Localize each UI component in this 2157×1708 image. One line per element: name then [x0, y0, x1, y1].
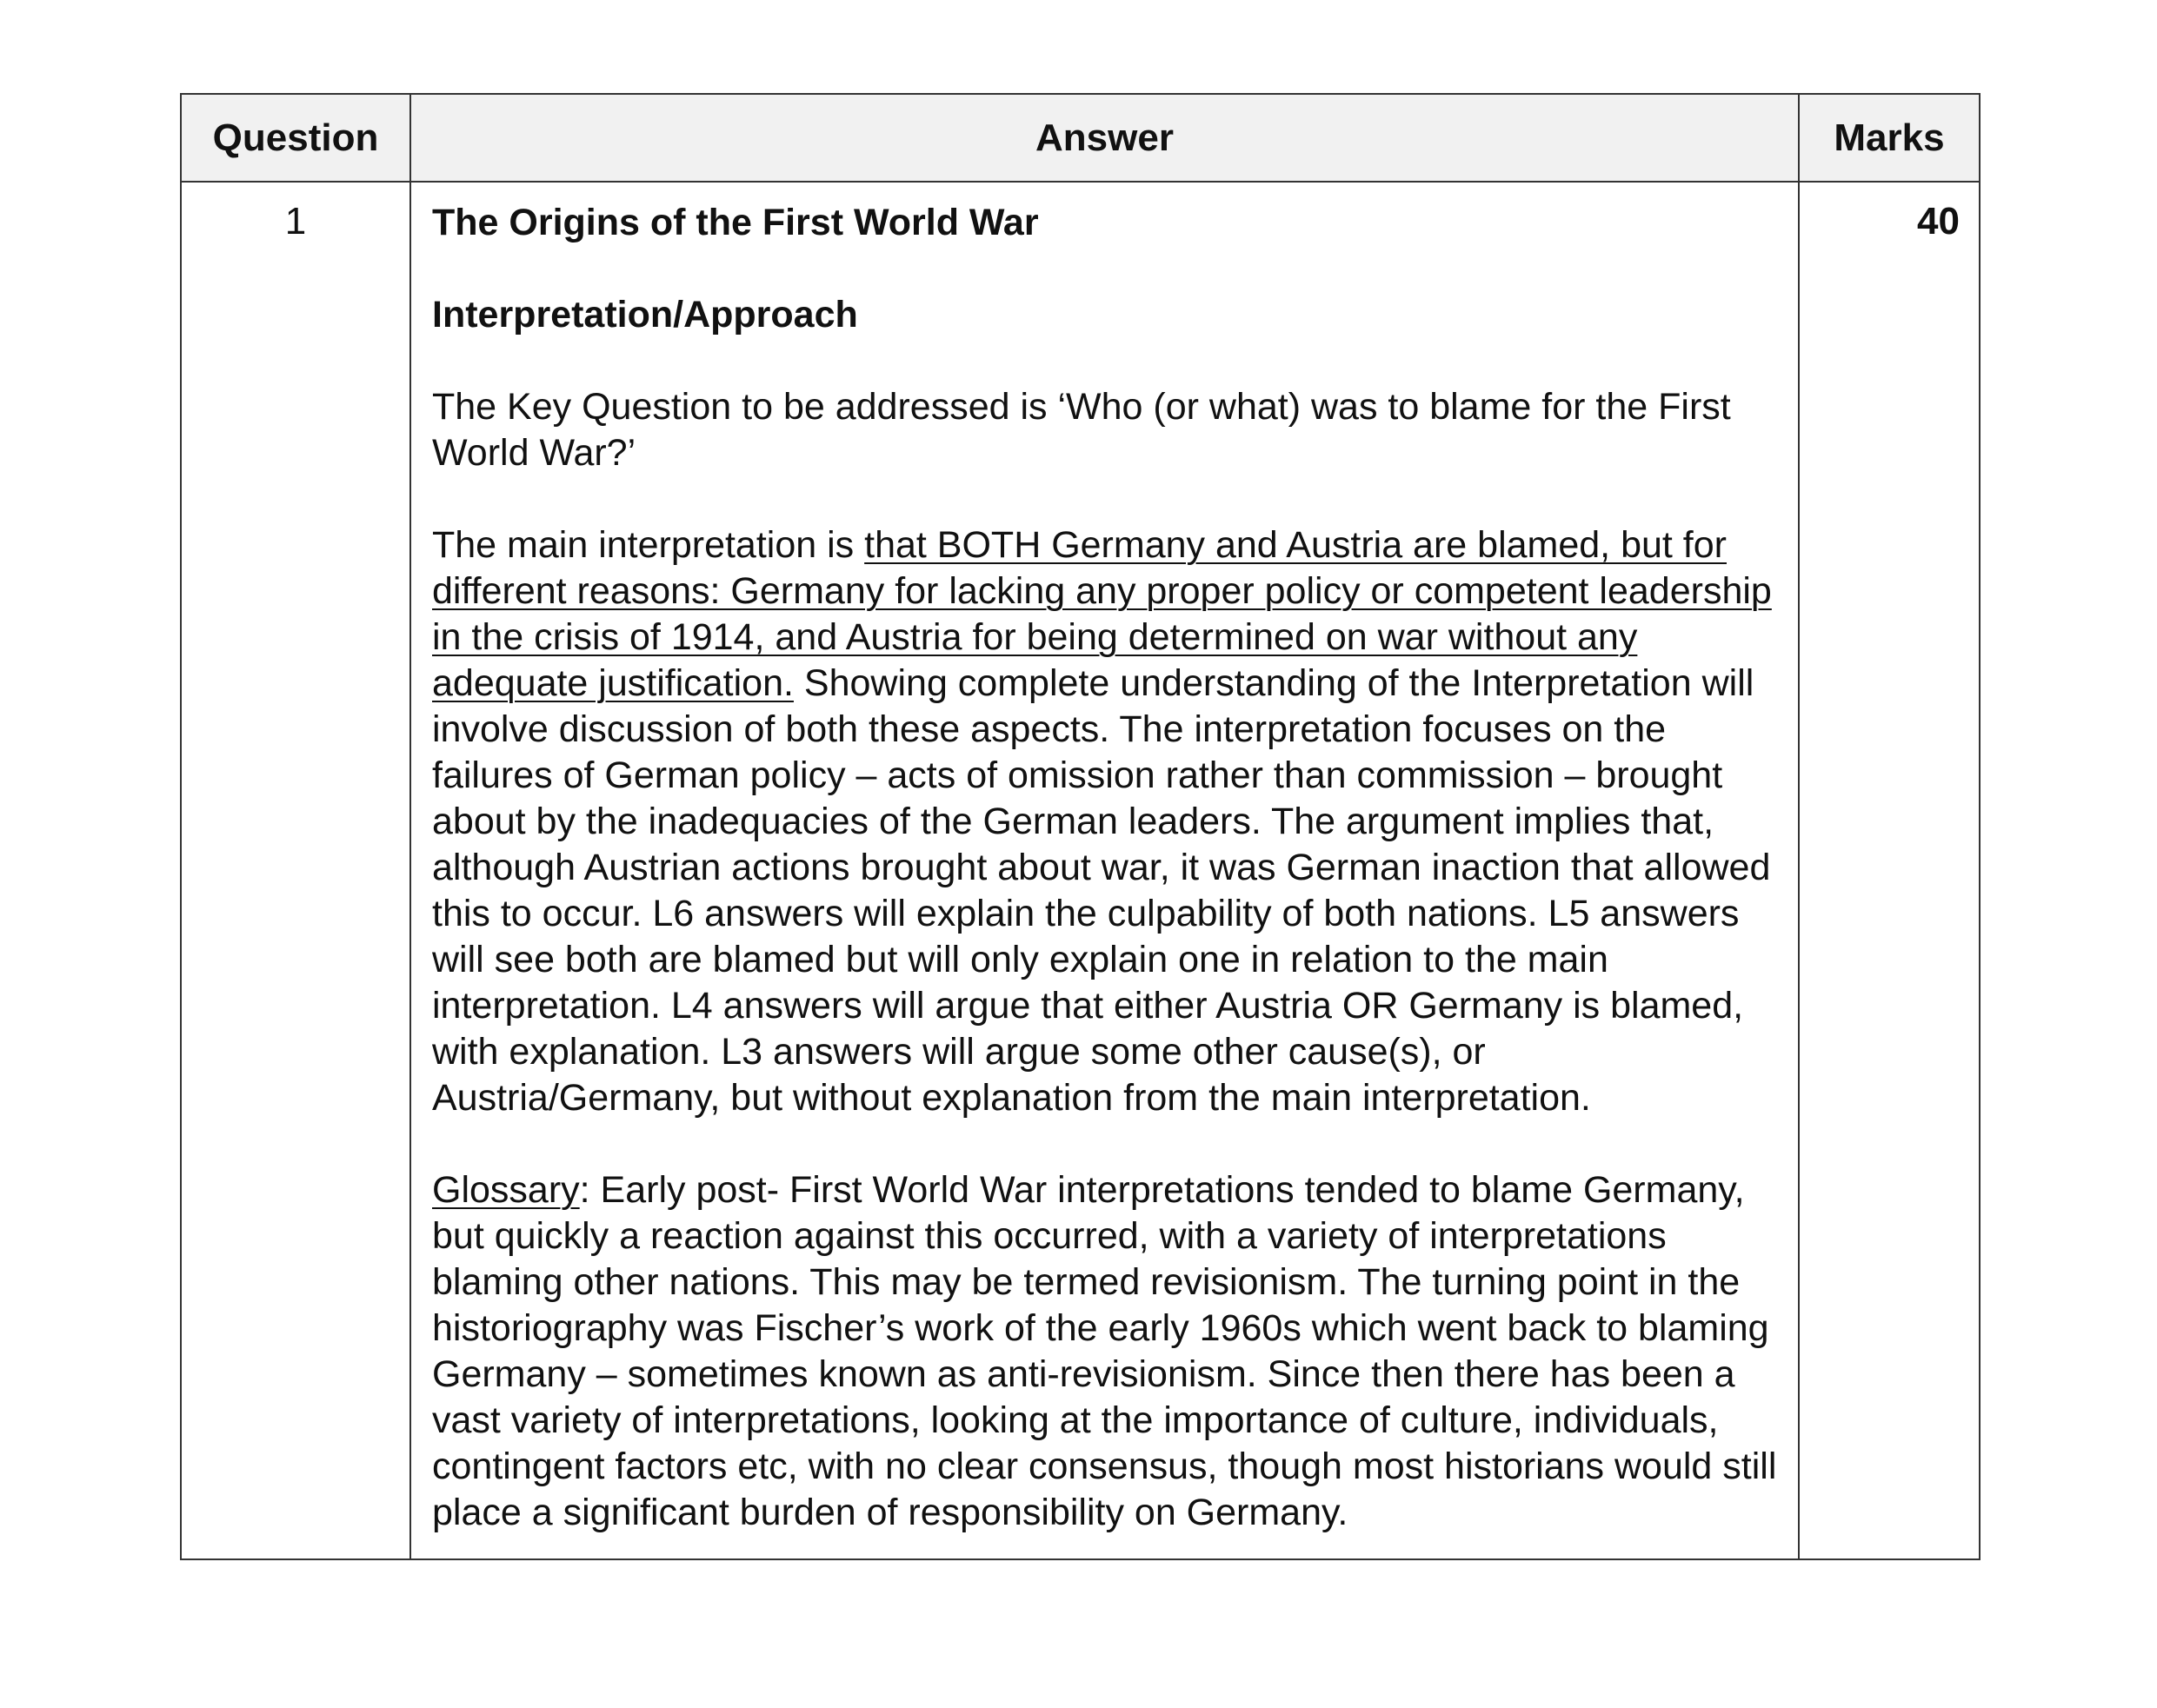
main-interpretation-rest: Showing complete understanding of the Interpretation will involve discussion of both these aspects. The interpretation focuses on the failures of German policy – acts of omission rather than commission – brought about by the inadequacies of the German leaders. The argument implies that, although Austrian actions brought about war, it was German inaction that allowed this to occur. L6 answers will explain the culpability of both nations. L5 answers will see both are blamed but will only explain one in relation to the main interpretation. L4 answers will argue that either Austria OR Germany is blamed, with explanation. L3 answers will argue some other cause(s), or Austria/Germany, but without explanation from the main interpretation. [432, 662, 1771, 1119]
main-interpretation-intro: The main interpretation is [432, 524, 865, 566]
mark-scheme-table [180, 93, 1981, 1560]
header-answer: Answer [410, 94, 1799, 182]
glossary-paragraph [432, 1167, 1781, 1536]
header-marks: Marks [1799, 94, 1980, 182]
header-row [181, 94, 1980, 182]
marks-value: 40 [1799, 182, 1980, 1559]
glossary-label: Glossary [432, 1169, 580, 1211]
key-question-paragraph: The Key Question to be addressed is ‘Who (or what) was to blame for the First World War?’ [432, 386, 1731, 474]
main-interpretation-underlined: that BOTH Germany and Austria are blamed, but for different reasons: Germany for lacking any proper policy or competent leadership in the crisis of 1914, and Austria for being determined on war without any adequate justification. [432, 524, 1772, 704]
glossary-text: : Early post- First World War interpretations tended to blame Germany, but quickly a reaction against this occurred, with a variety of interpretations blaming other nations. This may be termed revisionism. The turning point in the historiography was Fischer’s work of the early 1960s which went back to blaming Germany – sometimes known as anti-revisionism. Since then there has been a vast variety of interpretations, looking at the importance of culture, individuals, contingent factors etc, with no clear consensus, though most historians would still place a significant burden of responsibility on Germany. [432, 1169, 1777, 1533]
table-header [181, 94, 1980, 182]
question-number: 1 [181, 182, 410, 1559]
table-row [181, 182, 1980, 1559]
table-body [181, 182, 1980, 1559]
answer-title: The Origins of the First World War [432, 202, 1039, 243]
answer-subtitle: Interpretation/Approach [432, 294, 858, 336]
answer-cell [410, 182, 1799, 1559]
main-interpretation-paragraph [432, 522, 1781, 1121]
header-question: Question [181, 94, 410, 182]
